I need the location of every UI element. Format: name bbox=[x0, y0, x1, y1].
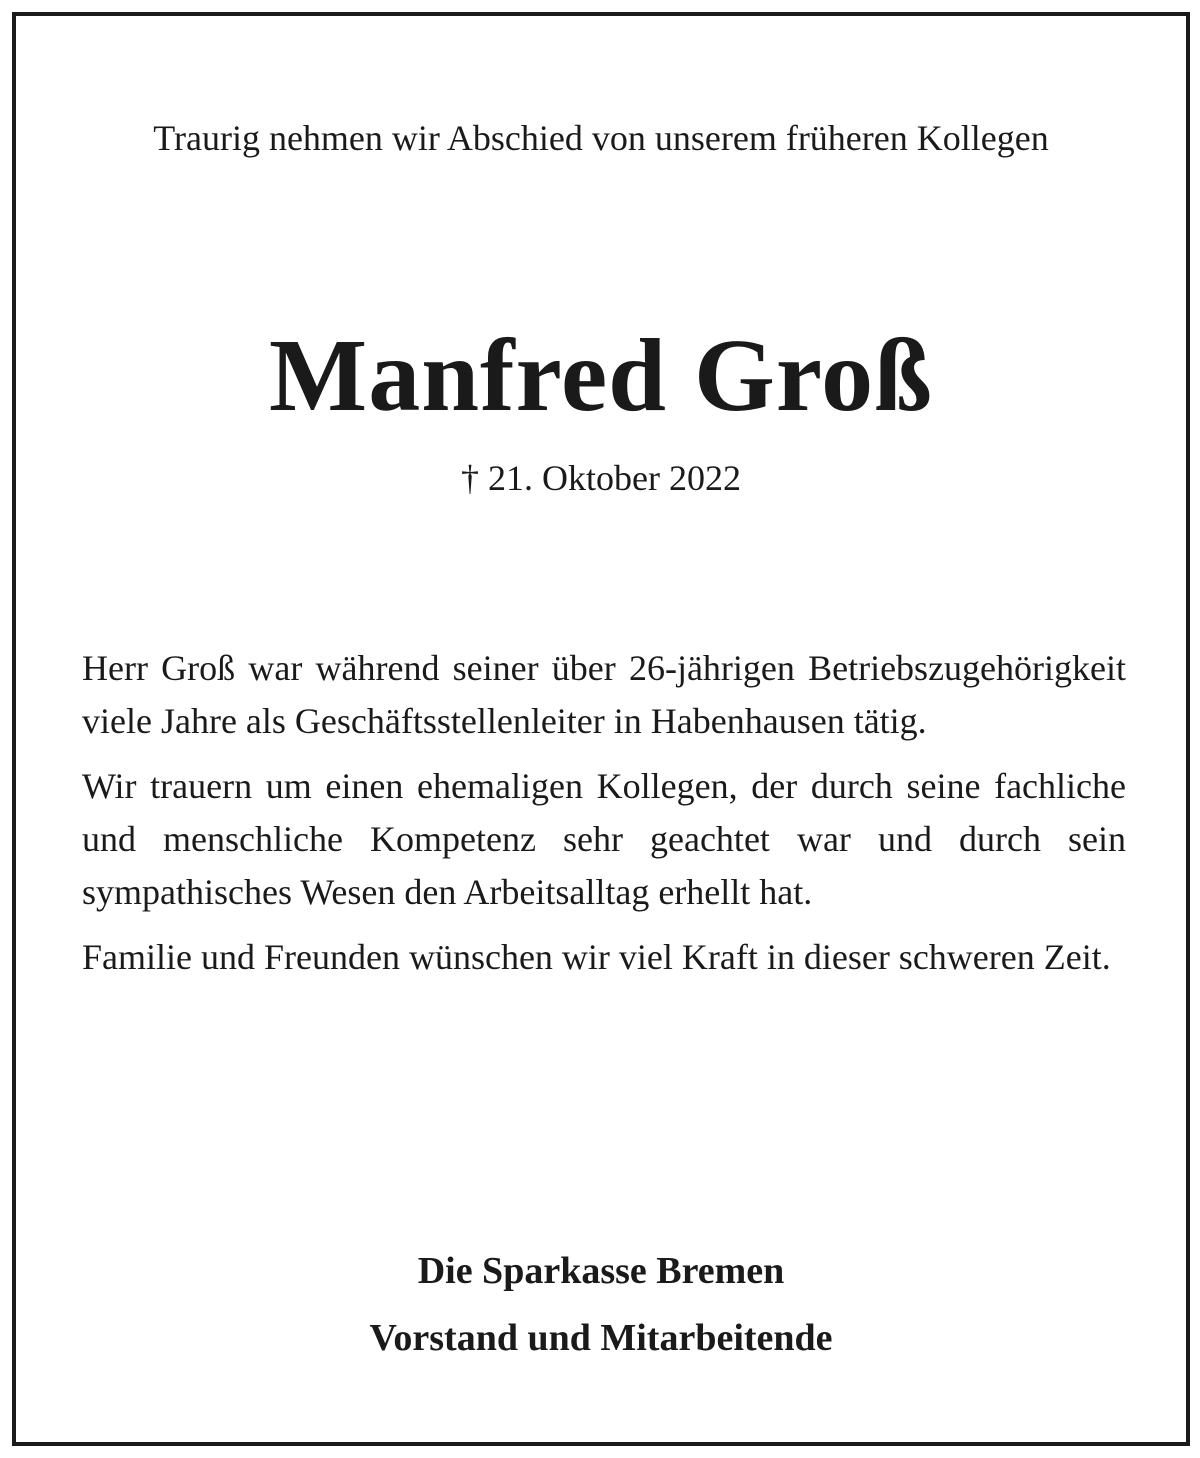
intro-line: Traurig nehmen wir Abschied von unserem früheren Kollegen bbox=[153, 118, 1049, 158]
signature-organization: Die Sparkasse Bremen bbox=[417, 1250, 785, 1292]
deceased-name: Manfred Groß bbox=[269, 318, 933, 433]
obituary-frame bbox=[12, 12, 1190, 1446]
death-date: † 21. Oktober 2022 bbox=[461, 458, 741, 498]
body-paragraph: Wir trauern um einen ehemaligen Kollegen, der durch seine fachliche und menschliche Kompetenz sehr geachtet war und durch sein sympathisches Wesen den Arbeitsalltag erhellt hat. bbox=[82, 766, 1126, 912]
body-paragraph: Familie und Freunden wünschen wir viel Kraft in dieser schweren Zeit. bbox=[82, 937, 1111, 977]
signature-block bbox=[16, 1238, 1186, 1372]
obituary-body bbox=[82, 642, 1126, 996]
signature-department: Vorstand und Mitarbeitende bbox=[369, 1317, 833, 1359]
body-paragraph: Herr Groß war während seiner über 26-jährigen Betriebszugehörigkeit viele Jahre als Geschäftsstellenleiter in Habenhausen tätig. bbox=[82, 648, 1126, 741]
